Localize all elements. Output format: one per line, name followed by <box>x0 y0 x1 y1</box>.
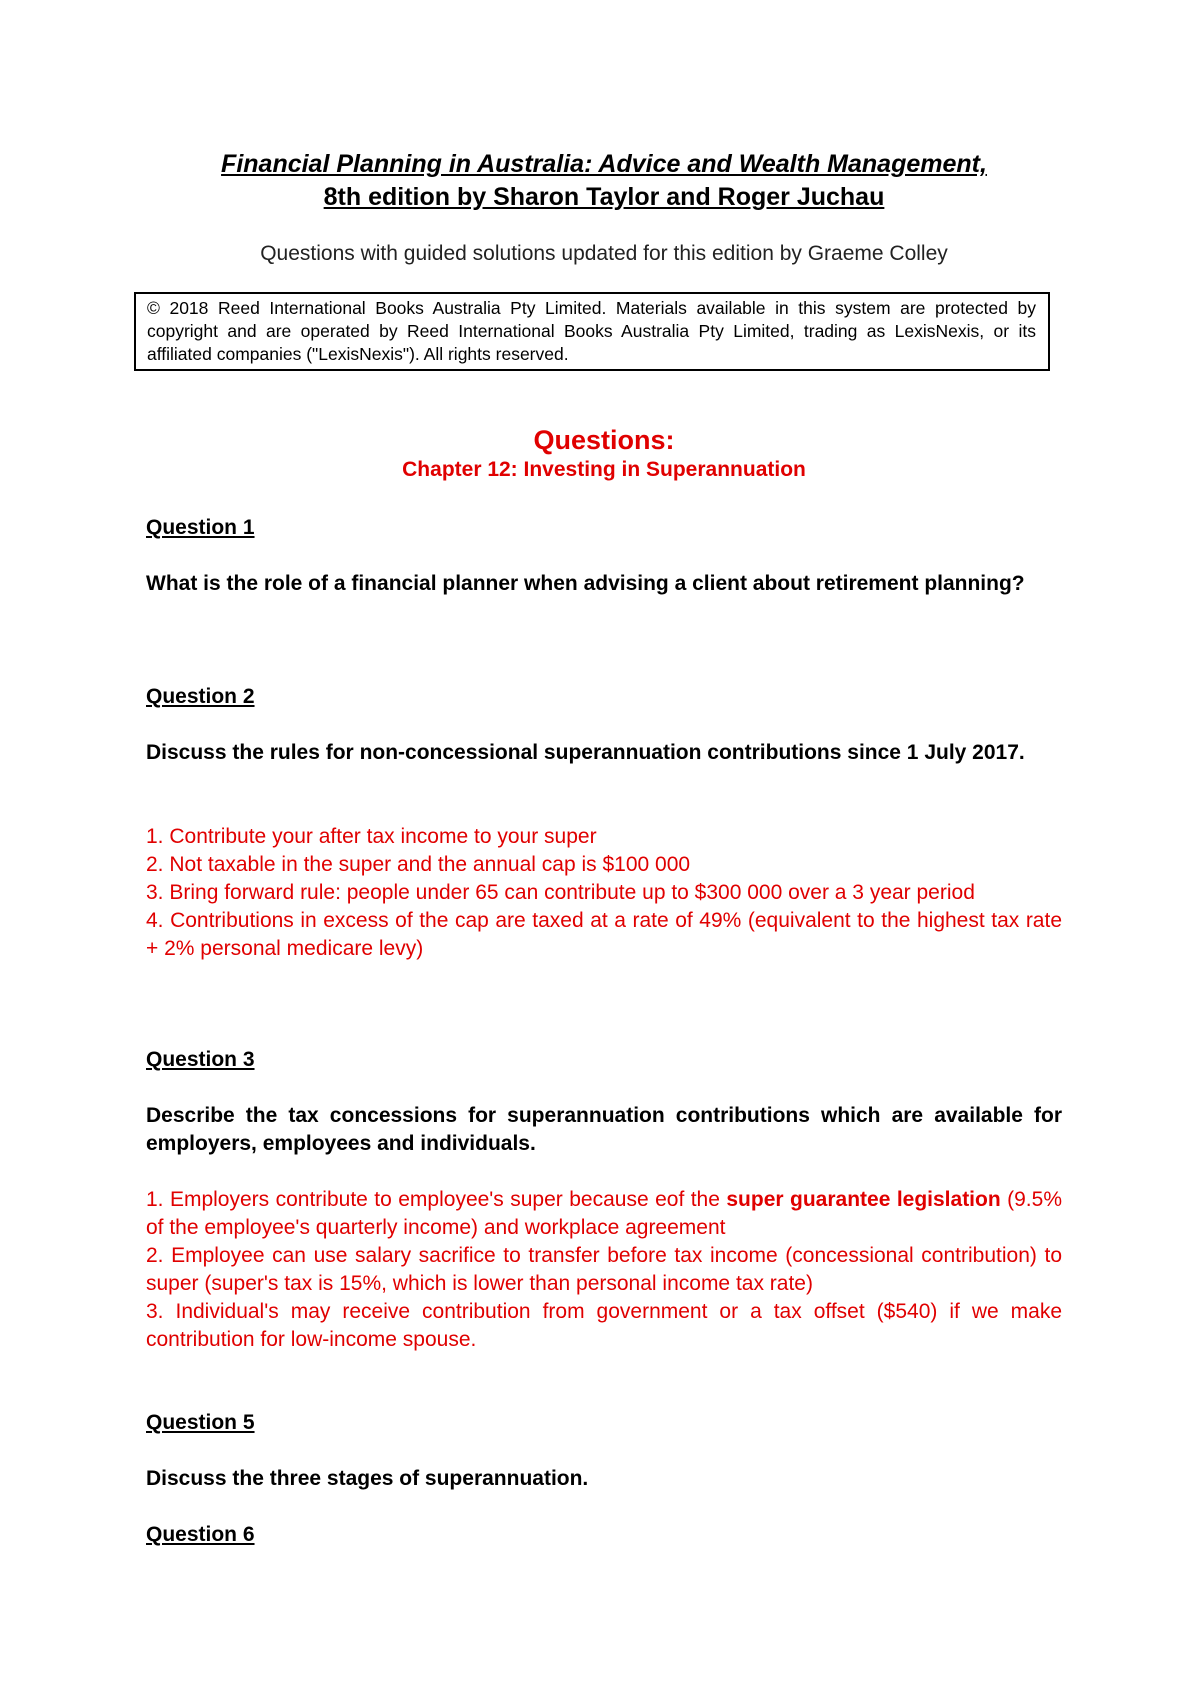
answer-item <box>146 1186 1062 1242</box>
answer-item: 3. Bring forward rule: people under 65 can contribute up to $300 000 over a 3 year period <box>146 881 975 904</box>
questions-heading: Questions: <box>533 425 675 455</box>
question-6-label: Question 6 <box>146 1523 255 1546</box>
question-3-text: Describe the tax concessions for superannuation contributions which are available for employers, employees and individuals. <box>146 1104 1062 1155</box>
question-5-label: Question 5 <box>146 1411 255 1434</box>
copyright-notice: © 2018 Reed International Books Australia Pty Limited. Materials available in this system are protected by copyright and are operated by Reed International Books Australia Pty Limited, trading as LexisNexis, or its affiliated companies ("LexisNexis"). All rights reserved. <box>134 292 1050 371</box>
answer-item: 3. Individual's may receive contribution from government or a tax offset ($540) if we make contribution for low-income spouse. <box>146 1300 1062 1351</box>
answer-text: (9.5% of the employee's quarterly income) and workplace agreement <box>146 1188 1062 1239</box>
document-subtitle: Questions with guided solutions updated for this edition by Graeme Colley <box>260 242 948 265</box>
document-title: Financial Planning in Australia: Advice and Wealth Management, <box>221 150 987 178</box>
question-1-label: Question 1 <box>146 516 255 539</box>
answer-text: 1. Employers contribute to employee's super because eof the <box>146 1188 727 1211</box>
question-2-text: Discuss the rules for non-concessional superannuation contributions since 1 July 2017. <box>146 741 1025 764</box>
answer-item: 1. Contribute your after tax income to your super <box>146 825 597 848</box>
answer-item: 4. Contributions in excess of the cap are taxed at a rate of 49% (equivalent to the highest tax rate + 2% personal medicare levy) <box>146 909 1062 960</box>
answer-item: 2. Not taxable in the super and the annual cap is $100 000 <box>146 853 691 876</box>
document-title-edition: 8th edition by Sharon Taylor and Roger Juchau <box>323 183 885 211</box>
question-2-label: Question 2 <box>146 685 255 708</box>
question-3-label: Question 3 <box>146 1048 255 1071</box>
answer-emphasis: super guarantee legislation <box>726 1188 1001 1211</box>
answer-item: 2. Employee can use salary sacrifice to transfer before tax income (concessional contribution) to super (super's tax is 15%, which is lower than personal income tax rate) <box>146 1244 1062 1295</box>
question-1-text: What is the role of a financial planner when advising a client about retirement planning? <box>146 572 1025 595</box>
question-3-answers <box>146 1186 1062 1354</box>
question-5-text: Discuss the three stages of superannuation. <box>146 1467 589 1490</box>
chapter-title: Chapter 12: Investing in Superannuation <box>402 458 806 481</box>
question-2-answers <box>146 823 1062 963</box>
